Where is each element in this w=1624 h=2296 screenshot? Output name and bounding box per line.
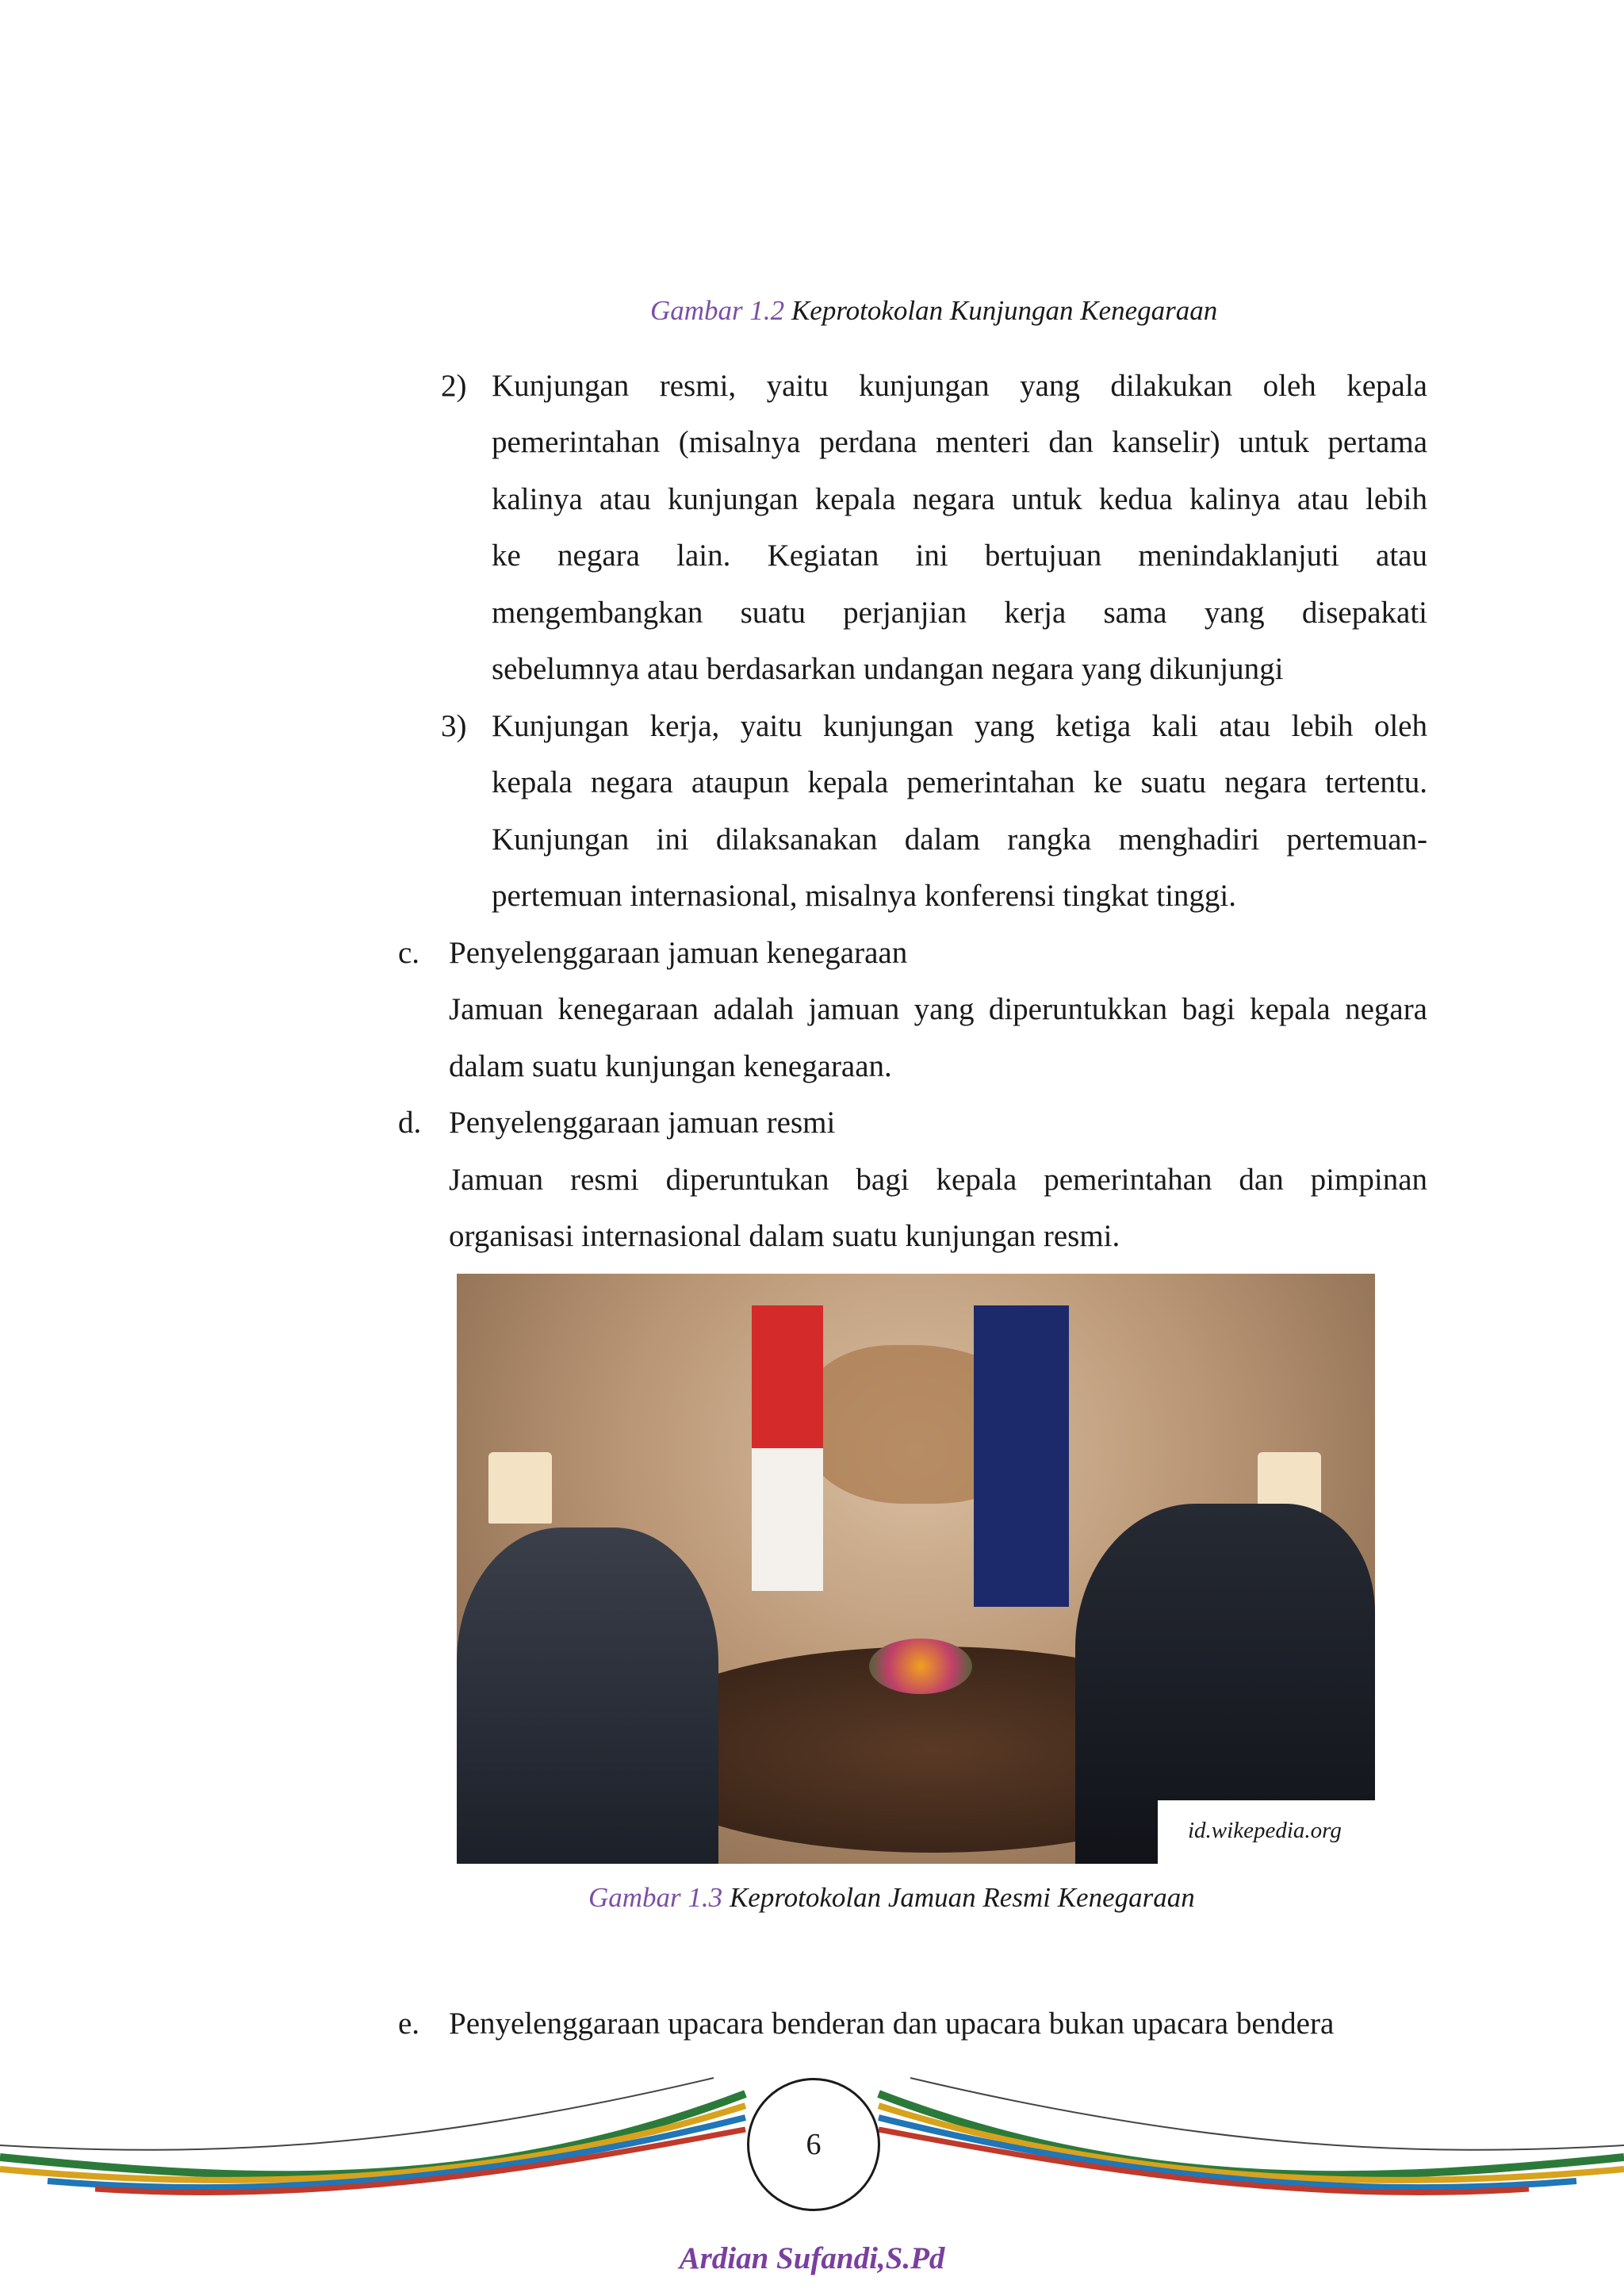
item-3-line: Kunjungan kerja, yaitu kunjungan yang ketiga kali atau lebih oleh — [492, 709, 1427, 743]
figure-label: Gambar 1.3 — [588, 1882, 723, 1913]
section-marker-e: e. — [398, 2007, 420, 2041]
page-number-badge — [747, 2078, 880, 2211]
item-2-line: kalinya atau kunjungan kepala negara untuk kedua kalinya atau lebih — [492, 482, 1427, 516]
figure-caption-1-3 — [588, 1882, 1195, 1914]
section-marker-c: c. — [398, 936, 420, 970]
figure-caption-1-2 — [650, 295, 1217, 327]
australia-flag — [974, 1305, 1069, 1607]
item-marker-3: 3) — [441, 709, 467, 743]
figure-title: Keprotokolan Jamuan Resmi Kenegaraan — [729, 1882, 1195, 1913]
section-c-line: dalam suatu kunjungan kenegaraan. — [449, 1049, 892, 1083]
section-heading-d: Penyelenggaraan jamuan resmi — [449, 1106, 836, 1140]
section-marker-d: d. — [398, 1106, 422, 1140]
photo-credit-text: id.wikepedia.org — [1188, 1818, 1342, 1843]
section-heading-c: Penyelenggaraan jamuan kenegaraan — [449, 936, 908, 970]
item-3-line: kepala negara ataupun kepala pemerintahan ke suatu negara tertentu. — [492, 765, 1427, 799]
author-name: Ardian Sufandi,S.Pd — [679, 2241, 945, 2275]
item-2-line: mengembangkan suatu perjanjian kerja sama yang disepakati — [492, 596, 1427, 630]
item-2-line: pemerintahan (misalnya perdana menteri dan kanselir) untuk pertama — [492, 425, 1427, 459]
figure-title: Keprotokolan Kunjungan Kenegaraan — [791, 295, 1218, 326]
indonesia-flag — [752, 1305, 823, 1591]
item-marker-2: 2) — [441, 369, 467, 403]
section-d-line: organisasi internasional dalam suatu kunjungan resmi. — [449, 1219, 1120, 1253]
item-3-line: Kunjungan ini dilaksanakan dalam rangka menghadiri pertemuan- — [492, 822, 1427, 857]
photo-credit — [1158, 1800, 1378, 1864]
page-number: 6 — [806, 2128, 822, 2161]
section-d-line: Jamuan resmi diperuntukan bagi kepala pemerintahan dan pimpinan — [449, 1163, 1427, 1197]
item-2-line: Kunjungan resmi, yaitu kunjungan yang dilakukan oleh kepala — [492, 369, 1427, 403]
item-3-line: pertemuan internasional, misalnya konferensi tingkat tinggi. — [492, 879, 1237, 913]
wall-lamp-left — [488, 1452, 552, 1524]
item-2-line: sebelumnya atau berdasarkan undangan negara yang dikunjungi — [492, 652, 1284, 686]
figure-label: Gambar 1.2 — [650, 295, 785, 326]
flower-centerpiece — [869, 1639, 972, 1694]
item-2-line: ke negara lain. Kegiatan ini bertujuan menindaklanjuti atau — [492, 539, 1427, 573]
state-dinner-photo — [457, 1274, 1375, 1864]
section-c-line: Jamuan kenegaraan adalah jamuan yang diperuntukkan bagi kepala negara — [449, 992, 1427, 1026]
delegation-left — [457, 1527, 718, 1864]
section-heading-e: Penyelenggaraan upacara benderan dan upacara bukan upacara bendera — [449, 2007, 1335, 2041]
